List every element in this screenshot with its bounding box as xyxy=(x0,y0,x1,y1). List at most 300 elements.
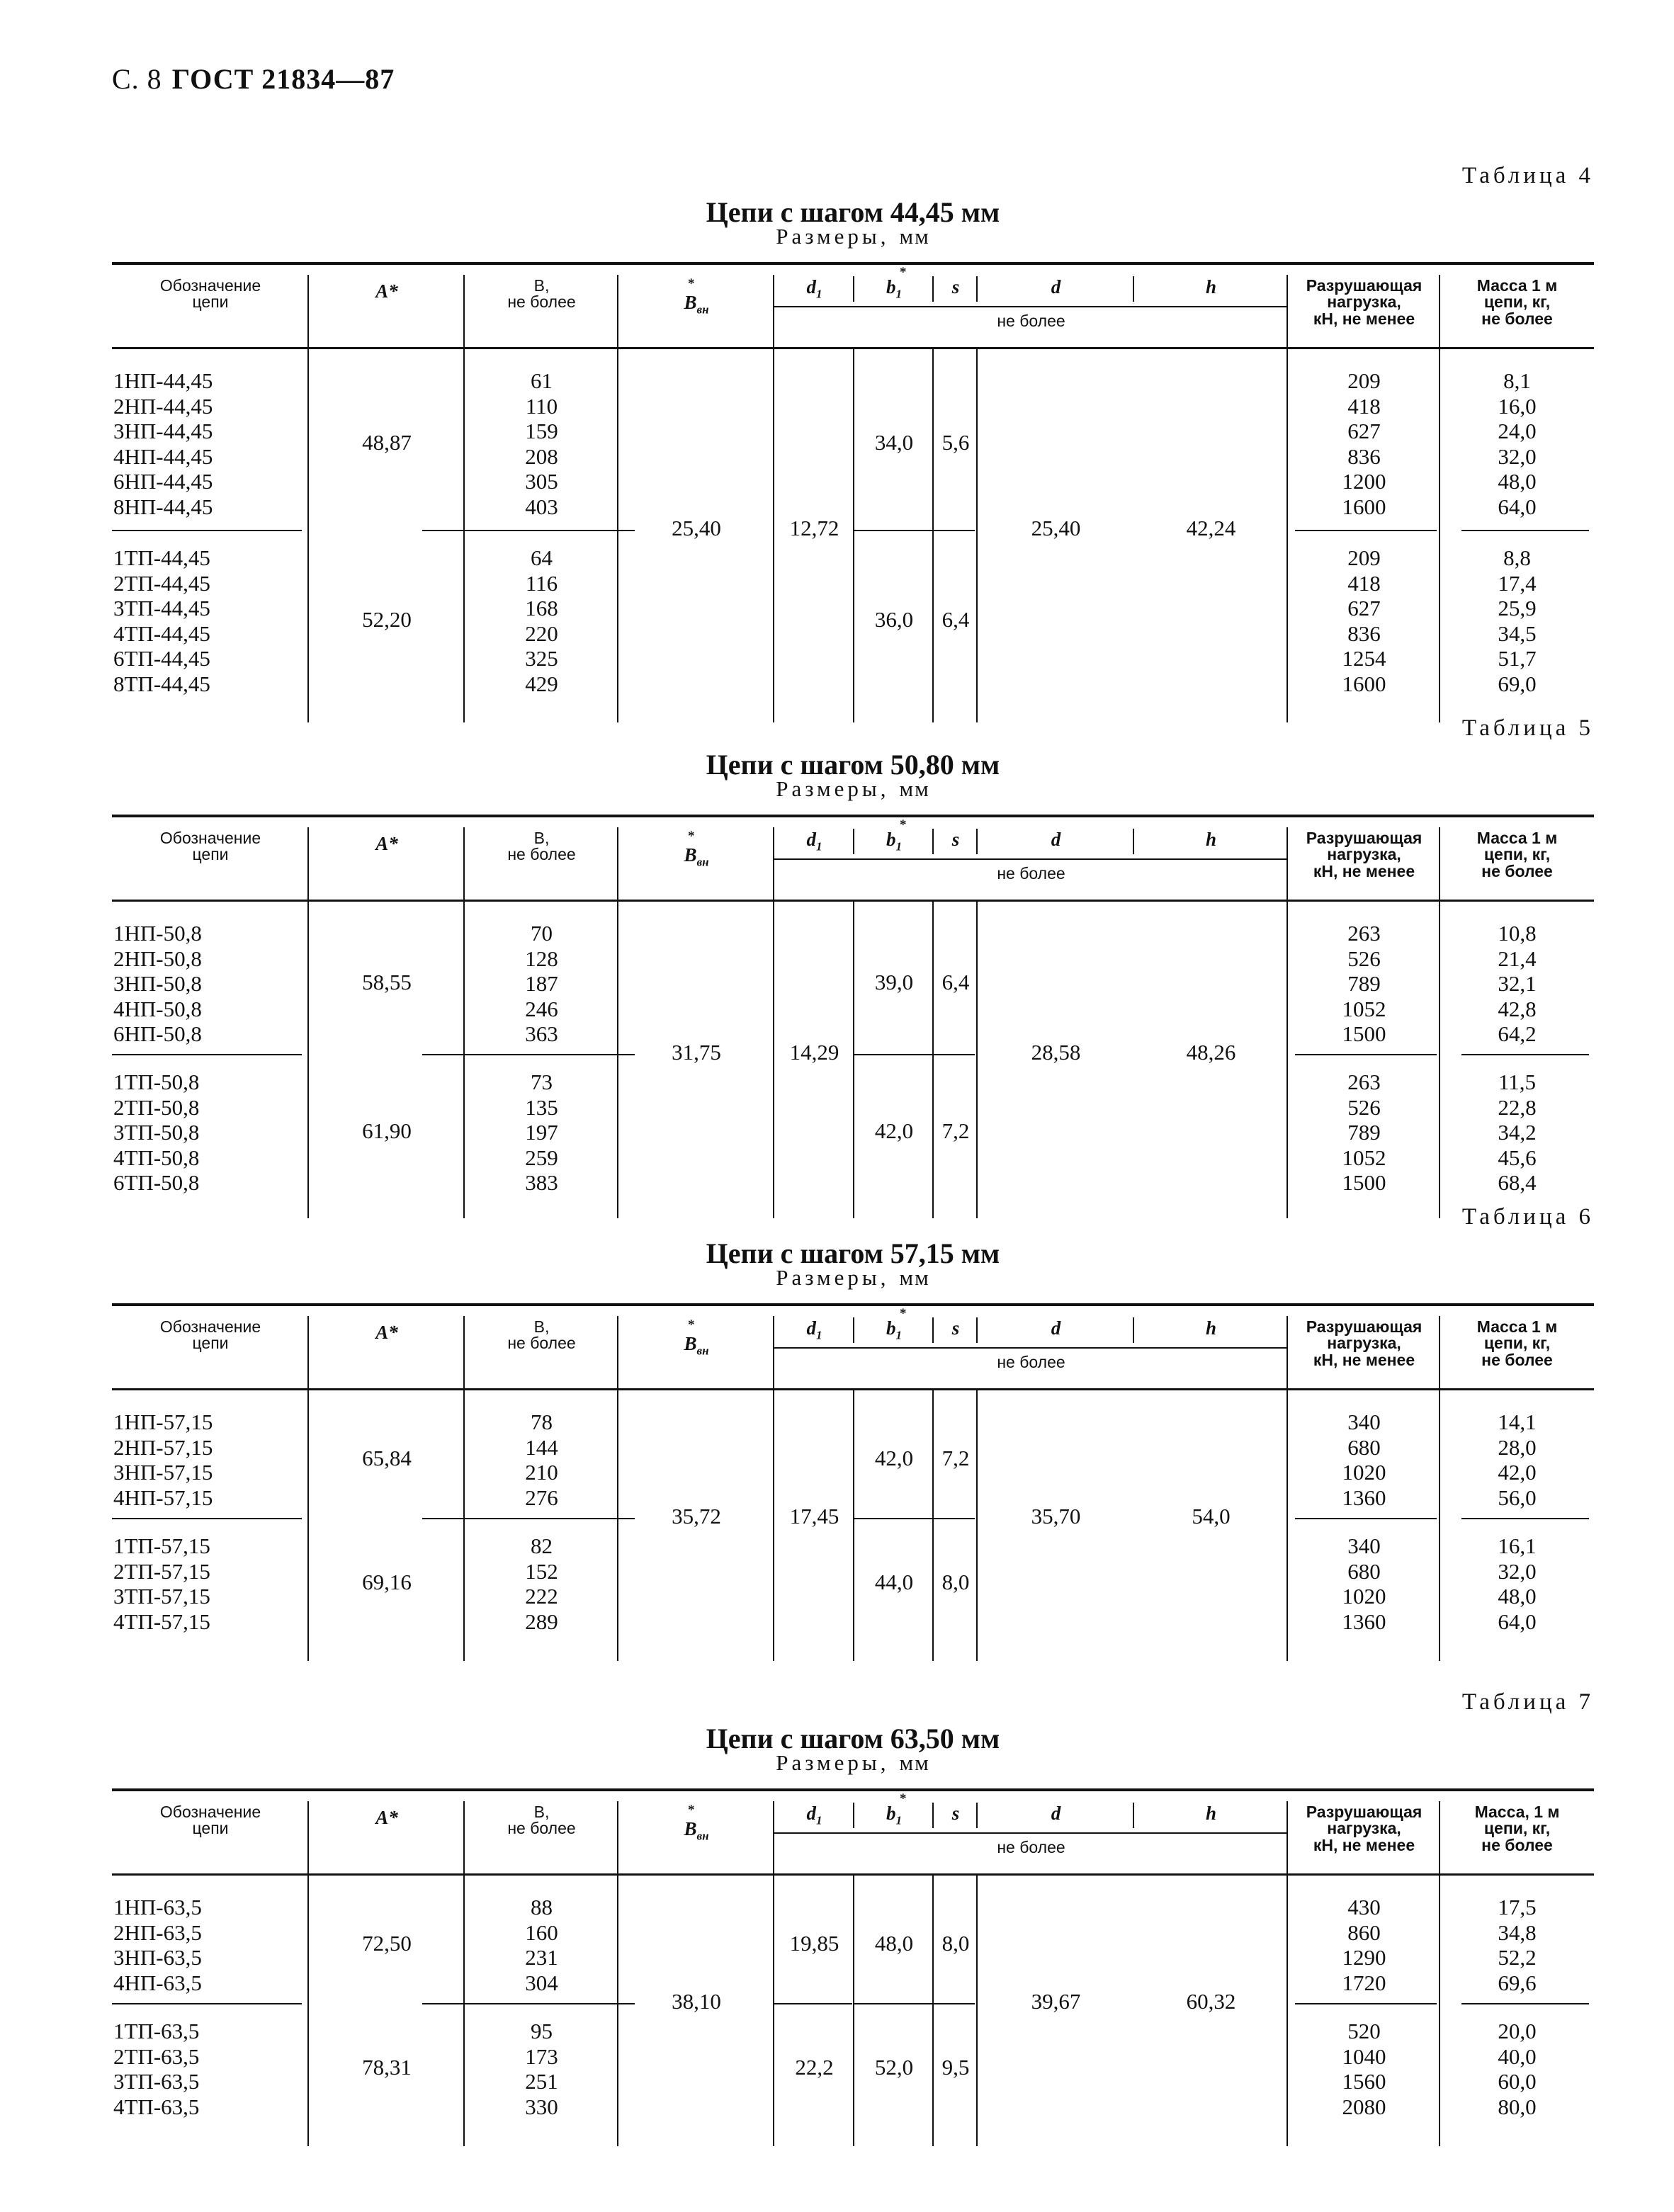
text-line: нагрузка, xyxy=(1327,293,1401,312)
text-line: 520 xyxy=(1347,2019,1381,2043)
text-line: Обозначение xyxy=(159,276,261,295)
text-line: 1ТП-44,45 xyxy=(113,545,210,570)
text-line: 259 xyxy=(525,1145,558,1170)
text-line: Обозначение xyxy=(159,829,261,847)
column-divider xyxy=(773,827,774,1218)
text-line: 2080 xyxy=(1342,2094,1386,2119)
text-line: B, xyxy=(533,1317,550,1336)
top-rule xyxy=(112,262,1594,265)
table-block xyxy=(112,163,1594,722)
chain-designation-column xyxy=(113,1410,305,1510)
text-line: 383 xyxy=(525,1170,558,1195)
mass-column xyxy=(1440,1070,1594,1196)
text-line: 3НП-44,45 xyxy=(113,419,213,443)
text-line: 1200 xyxy=(1342,469,1386,494)
d-value: 39,67 xyxy=(1031,1989,1081,2014)
text-line: 42,0 xyxy=(1498,1460,1537,1485)
text-line: кН, не менее xyxy=(1313,861,1415,880)
header-ne-bolee: не более xyxy=(997,864,1065,883)
text-line: нагрузка, xyxy=(1327,1819,1401,1838)
header-load xyxy=(1288,1319,1440,1368)
text-line: 325 xyxy=(525,646,558,671)
top-rule xyxy=(112,815,1594,817)
a-value: 65,84 xyxy=(362,1446,412,1470)
header-s: s xyxy=(951,1317,960,1339)
text-line: 8НП-44,45 xyxy=(113,494,213,519)
header-b-vn xyxy=(618,1803,774,1843)
text-line: Обозначение xyxy=(159,1317,261,1336)
header-ne-bolee: не более xyxy=(997,312,1065,330)
asterisk: * xyxy=(900,1306,907,1321)
text-line: 289 xyxy=(525,1609,558,1634)
text-line: B, xyxy=(533,276,550,295)
table-label: Таблица 5 xyxy=(1461,715,1594,741)
text-line: Масса 1 м xyxy=(1476,829,1558,847)
symbol-text: B xyxy=(684,844,697,866)
text-line: 2ТП-63,5 xyxy=(113,2043,200,2069)
header-d1 xyxy=(774,829,854,853)
table-grid xyxy=(112,1689,1594,2146)
chain-designation-column xyxy=(113,1070,305,1196)
text-line: 4ТП-44,45 xyxy=(113,620,210,646)
text-line: 1НП-50,8 xyxy=(113,921,202,946)
b1-value: 52,0 xyxy=(874,2055,914,2080)
text-line: нагрузка, xyxy=(1327,1334,1401,1353)
text-line: 6ТП-50,8 xyxy=(113,1170,200,1195)
mass-column xyxy=(1440,921,1594,1047)
text-line: 56,0 xyxy=(1498,1485,1537,1510)
text-line: 1500 xyxy=(1342,1170,1386,1195)
text-line: 32,1 xyxy=(1498,971,1537,996)
text-line: 24,0 xyxy=(1498,419,1537,443)
text-line: 1720 xyxy=(1342,1970,1386,1995)
text-line: 48,0 xyxy=(1498,469,1537,494)
b-width-column xyxy=(465,545,618,696)
s-value: 5,6 xyxy=(941,429,970,455)
symbol-text: d xyxy=(806,1803,816,1824)
text-line: 210 xyxy=(525,1460,558,1485)
text-line: 173 xyxy=(525,2043,558,2069)
standard-number: ГОСТ 21834—87 xyxy=(171,63,395,95)
subtitle-text: Размеры, xyxy=(776,1750,890,1775)
table-grid xyxy=(112,163,1594,722)
header-h: h xyxy=(1205,276,1217,297)
symbol-subscript: 1 xyxy=(895,1813,902,1827)
text-line: 168 xyxy=(525,596,558,620)
mass-column xyxy=(1440,2019,1594,2119)
d-value: 28,58 xyxy=(1031,1040,1081,1065)
table-block xyxy=(112,1689,1594,2146)
text-line: 1ТП-57,15 xyxy=(113,1533,210,1558)
text-line: Масса 1 м xyxy=(1476,1317,1558,1336)
symbol-subscript: вн xyxy=(696,1829,709,1843)
text-line: 68,4 xyxy=(1498,1170,1537,1195)
b-width-column xyxy=(465,1895,618,1995)
column-divider xyxy=(307,275,309,722)
b1-value: 48,0 xyxy=(874,1931,914,1956)
text-line: кН, не менее xyxy=(1313,1350,1415,1369)
text-line: 1560 xyxy=(1342,2069,1386,2094)
a-value: 58,55 xyxy=(362,969,412,994)
a-value: 78,31 xyxy=(362,2055,412,2080)
text-line: 1052 xyxy=(1342,996,1386,1021)
symbol-text: d xyxy=(806,829,816,850)
text-line: 2НП-57,15 xyxy=(113,1434,213,1460)
breaking-load-column xyxy=(1288,1410,1440,1510)
table-title: Цепи с шагом 50,80 мм xyxy=(706,749,1000,781)
asterisk: * xyxy=(688,276,695,291)
table-title: Цепи с шагом 44,45 мм xyxy=(706,196,1000,228)
text-line: 627 xyxy=(1347,596,1381,620)
text-line: 6НП-50,8 xyxy=(113,1021,202,1046)
group-separator xyxy=(774,2003,852,2004)
header-h: h xyxy=(1205,1803,1217,1824)
text-line: B, xyxy=(533,829,550,847)
b-width-column xyxy=(465,2019,618,2119)
b-width-column xyxy=(465,1533,618,1634)
text-line: 197 xyxy=(525,1120,558,1145)
a-value: 61,90 xyxy=(362,1118,412,1143)
text-line: цепи, кг, xyxy=(1483,293,1551,312)
b-width-column xyxy=(465,1070,618,1196)
symbol-subscript: 1 xyxy=(816,287,822,301)
page-number: С. 8 xyxy=(112,63,162,95)
group-separator xyxy=(1461,530,1589,531)
symbol-text: b xyxy=(886,1803,896,1824)
text-line: 4НП-57,15 xyxy=(113,1485,213,1510)
asterisk: * xyxy=(688,1803,695,1817)
text-line: 526 xyxy=(1347,946,1381,971)
text-line: 17,5 xyxy=(1498,1895,1537,1919)
text-line: не более xyxy=(1481,861,1553,880)
subtitle-text: Размеры, xyxy=(776,224,890,249)
column-divider xyxy=(932,1873,934,2146)
header-load xyxy=(1288,830,1440,880)
symbol-text: B xyxy=(684,292,697,313)
header-mass xyxy=(1440,1804,1594,1854)
column-divider xyxy=(932,347,934,722)
text-line: 82 xyxy=(531,1533,553,1558)
header-mass xyxy=(1440,1319,1594,1368)
asterisk: * xyxy=(900,265,907,280)
mass-column xyxy=(1440,1895,1594,1995)
chain-designation-column xyxy=(113,921,305,1047)
text-line: цепи xyxy=(192,293,229,312)
s-value: 7,2 xyxy=(941,1118,970,1143)
symbol-subscript: 1 xyxy=(816,1328,822,1342)
text-line: 10,8 xyxy=(1498,921,1537,946)
text-line: 263 xyxy=(1347,921,1381,946)
text-line: 69,0 xyxy=(1498,671,1537,696)
table-label: Таблица 6 xyxy=(1461,1204,1594,1230)
text-line: 152 xyxy=(525,1558,558,1584)
h-value: 60,32 xyxy=(1186,1989,1236,2014)
text-line: 11,5 xyxy=(1498,1070,1537,1094)
group-separator xyxy=(112,2003,302,2004)
text-line: 2НП-50,8 xyxy=(113,946,202,971)
asterisk: * xyxy=(688,829,695,844)
text-line: 1052 xyxy=(1342,1145,1386,1170)
group-separator xyxy=(1295,1518,1437,1519)
text-line: цепи, кг, xyxy=(1483,845,1551,864)
top-rule xyxy=(112,1788,1594,1791)
header-b1 xyxy=(854,1306,934,1342)
mass-column xyxy=(1440,1410,1594,1510)
group-separator xyxy=(854,530,975,531)
group-separator xyxy=(1461,1054,1589,1055)
text-line: 187 xyxy=(525,971,558,996)
text-line: 2ТП-57,15 xyxy=(113,1558,210,1584)
text-line: 526 xyxy=(1347,1094,1381,1120)
header-b xyxy=(465,278,618,311)
text-line: 231 xyxy=(525,1945,558,1970)
text-line: 116 xyxy=(525,570,558,596)
d1-value: 19,85 xyxy=(789,1931,839,1956)
group-separator xyxy=(112,1518,302,1519)
text-line: не более xyxy=(1481,309,1553,328)
text-line: 1НП-57,15 xyxy=(113,1410,213,1434)
b-width-column xyxy=(465,368,618,519)
text-line: 3ТП-63,5 xyxy=(113,2069,200,2094)
group-separator xyxy=(1461,1518,1589,1519)
text-line: 8,8 xyxy=(1503,545,1531,570)
text-line: 70 xyxy=(531,921,553,946)
text-line: 2ТП-44,45 xyxy=(113,570,210,596)
header-b xyxy=(465,1804,618,1837)
header-load xyxy=(1288,1804,1440,1854)
text-line: 2ТП-50,8 xyxy=(113,1094,200,1120)
text-line: 3НП-57,15 xyxy=(113,1460,213,1485)
b-width-column xyxy=(465,921,618,1047)
text-line: 789 xyxy=(1347,971,1381,996)
text-line: 3ТП-44,45 xyxy=(113,596,210,620)
text-line: 1ТП-63,5 xyxy=(113,2019,200,2043)
text-line: 34,2 xyxy=(1498,1120,1537,1145)
top-rule xyxy=(112,1303,1594,1306)
a-value: 48,87 xyxy=(362,429,412,455)
header-b1 xyxy=(854,265,934,301)
header-ne-bolee: не более xyxy=(997,1353,1065,1371)
table-block xyxy=(112,1204,1594,1661)
mass-column xyxy=(1440,368,1594,519)
text-line: B, xyxy=(533,1803,550,1821)
column-divider xyxy=(853,1873,854,2146)
chain-designation-column xyxy=(113,1895,305,1995)
text-line: 34,5 xyxy=(1498,620,1537,646)
symbol-subscript: вн xyxy=(696,302,709,317)
text-line: 429 xyxy=(525,671,558,696)
asterisk: * xyxy=(900,1791,907,1806)
header-mass xyxy=(1440,830,1594,880)
header-b-vn xyxy=(618,1317,774,1358)
breaking-load-column xyxy=(1288,921,1440,1047)
header-a: A* xyxy=(375,1322,398,1343)
header-d1 xyxy=(774,1317,854,1342)
text-line: 64,2 xyxy=(1498,1021,1537,1046)
text-line: цепи xyxy=(192,1819,229,1838)
text-line: 69,6 xyxy=(1498,1970,1537,1995)
subtitle-unit: мм xyxy=(899,1265,930,1290)
text-line: 680 xyxy=(1347,1434,1381,1460)
text-line: 61 xyxy=(531,368,553,393)
text-line: 836 xyxy=(1347,443,1381,469)
text-line: 1ТП-50,8 xyxy=(113,1070,200,1094)
text-line: 4НП-44,45 xyxy=(113,443,213,469)
header-d: d xyxy=(1051,1317,1061,1339)
d1-value: 14,29 xyxy=(789,1040,839,1065)
text-line: 1290 xyxy=(1342,1945,1386,1970)
d-value: 35,70 xyxy=(1031,1504,1081,1528)
text-line: 246 xyxy=(525,996,558,1021)
text-line: 430 xyxy=(1347,1895,1381,1919)
text-line: 73 xyxy=(531,1070,553,1094)
header-b1 xyxy=(854,817,934,853)
text-line: не более xyxy=(507,1819,576,1838)
text-line: нагрузка, xyxy=(1327,845,1401,864)
b1-value: 39,0 xyxy=(874,969,914,994)
text-line: 1600 xyxy=(1342,671,1386,696)
header-h: h xyxy=(1205,829,1217,850)
text-line: 263 xyxy=(1347,1070,1381,1094)
symbol-text: d xyxy=(806,1317,816,1339)
text-line: кН, не менее xyxy=(1313,1835,1415,1854)
text-line: 330 xyxy=(525,2094,558,2119)
text-line: 1НП-44,45 xyxy=(113,368,213,393)
header-b1 xyxy=(854,1791,934,1827)
text-line: Обозначение xyxy=(159,1803,261,1821)
text-line: 1360 xyxy=(1342,1609,1386,1634)
breaking-load-column xyxy=(1288,1533,1440,1634)
subtitle-text: Размеры, xyxy=(776,776,890,801)
header-b-vn xyxy=(618,829,774,869)
header-designation xyxy=(112,830,309,863)
text-line: 4ТП-50,8 xyxy=(113,1145,200,1170)
header-a: A* xyxy=(375,1807,398,1828)
text-line: 2НП-63,5 xyxy=(113,1919,202,1945)
text-line: 95 xyxy=(531,2019,553,2043)
a-value: 72,50 xyxy=(362,1931,412,1956)
header-s: s xyxy=(951,829,960,850)
text-line: 4ТП-63,5 xyxy=(113,2094,200,2119)
s-value: 8,0 xyxy=(941,1570,970,1594)
text-line: 159 xyxy=(525,419,558,443)
text-line: 251 xyxy=(525,2069,558,2094)
text-line: 209 xyxy=(1347,368,1381,393)
text-line: 64 xyxy=(531,545,553,570)
column-divider xyxy=(932,1388,934,1661)
b-width-column xyxy=(465,1410,618,1510)
text-line: Разрушающая xyxy=(1306,276,1423,295)
text-line: 22,8 xyxy=(1498,1094,1537,1120)
text-line: цепи xyxy=(192,1334,229,1353)
text-line: 25,9 xyxy=(1498,596,1537,620)
text-line: 2НП-44,45 xyxy=(113,393,213,419)
table-title: Цепи с шагом 63,50 мм xyxy=(706,1723,1000,1754)
text-line: 627 xyxy=(1347,419,1381,443)
text-line: 6ТП-44,45 xyxy=(113,646,210,671)
text-line: Разрушающая xyxy=(1306,1803,1423,1821)
subheader-rule xyxy=(774,858,1288,860)
header-s: s xyxy=(951,276,960,297)
subtitle-unit: мм xyxy=(899,224,930,249)
header-designation xyxy=(112,1319,309,1352)
text-line: не более xyxy=(507,845,576,864)
table-block xyxy=(112,715,1594,1218)
breaking-load-column xyxy=(1288,2019,1440,2119)
text-line: 45,6 xyxy=(1498,1145,1537,1170)
b1-value: 36,0 xyxy=(874,606,914,632)
symbol-text: d xyxy=(806,276,816,297)
subtitle-text: Размеры, xyxy=(776,1265,890,1290)
group-separator xyxy=(422,1054,635,1055)
a-value: 69,16 xyxy=(362,1570,412,1594)
symbol-subscript: 1 xyxy=(816,1813,822,1827)
text-line: 1020 xyxy=(1342,1460,1386,1485)
text-line: 4НП-50,8 xyxy=(113,996,202,1021)
group-separator xyxy=(112,530,302,531)
chain-designation-column xyxy=(113,1533,305,1634)
text-line: 403 xyxy=(525,494,558,519)
text-line: не более xyxy=(1481,1350,1553,1369)
b-vn-value: 25,40 xyxy=(672,516,721,540)
d1-value: 22,2 xyxy=(795,2055,834,2080)
symbol-text: b xyxy=(886,829,896,850)
text-line: 52,2 xyxy=(1498,1945,1537,1970)
h-value: 48,26 xyxy=(1186,1040,1236,1065)
mass-column xyxy=(1440,545,1594,696)
symbol-subscript: вн xyxy=(696,1344,709,1358)
text-line: 1020 xyxy=(1342,1584,1386,1609)
text-line: Разрушающая xyxy=(1306,829,1423,847)
group-separator xyxy=(1295,2003,1437,2004)
text-line: 8,1 xyxy=(1503,368,1531,393)
group-separator xyxy=(112,1054,302,1055)
text-line: 222 xyxy=(525,1584,558,1609)
subtitle-unit: мм xyxy=(899,1750,930,1775)
header-d: d xyxy=(1051,276,1061,297)
text-line: 14,1 xyxy=(1498,1410,1537,1434)
group-separator xyxy=(854,2003,975,2004)
breaking-load-column xyxy=(1288,545,1440,696)
header-b xyxy=(465,1319,618,1352)
text-line: 21,4 xyxy=(1498,946,1537,971)
b-vn-value: 38,10 xyxy=(672,1989,721,2014)
group-separator xyxy=(422,2003,635,2004)
d-value: 25,40 xyxy=(1031,516,1081,540)
text-line: 60,0 xyxy=(1498,2069,1537,2094)
d1-value: 17,45 xyxy=(789,1504,839,1528)
breaking-load-column xyxy=(1288,368,1440,519)
text-line: 64,0 xyxy=(1498,494,1537,519)
b-vn-value: 31,75 xyxy=(672,1040,721,1065)
text-line: 209 xyxy=(1347,545,1381,570)
h-value: 42,24 xyxy=(1186,516,1236,540)
asterisk: * xyxy=(688,1317,695,1332)
text-line: 1254 xyxy=(1342,646,1386,671)
text-line: 1НП-63,5 xyxy=(113,1895,202,1919)
table-grid xyxy=(112,1204,1594,1661)
header-designation xyxy=(112,278,309,311)
text-line: 144 xyxy=(525,1434,558,1460)
text-line: 208 xyxy=(525,443,558,469)
text-line: 3НП-50,8 xyxy=(113,971,202,996)
symbol-text: B xyxy=(684,1818,697,1839)
text-line: 305 xyxy=(525,469,558,494)
chain-designation-column xyxy=(113,2019,305,2119)
group-separator xyxy=(422,1518,635,1519)
b1-value: 42,0 xyxy=(874,1446,914,1470)
column-divider xyxy=(307,1316,309,1661)
